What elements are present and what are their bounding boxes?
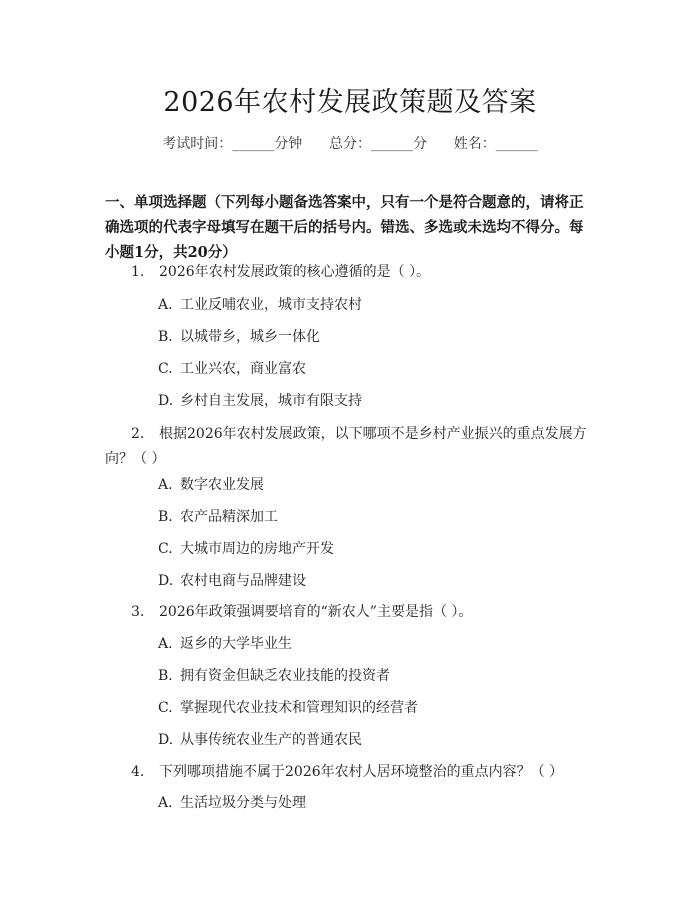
question-4 <box>105 760 595 785</box>
option-text: 拥有资金但缺乏农业技能的投资者 <box>180 668 390 684</box>
option-text: 掌握现代农业技术和管理知识的经营者 <box>180 700 418 716</box>
question-text: 2026年农村发展政策的核心遵循的是（ ）。 <box>159 264 431 280</box>
option-letter: C. <box>158 361 173 377</box>
question-text: 下列哪项措施不属于2026年农村人居环境整治的重点内容？（ ） <box>159 764 564 780</box>
document-title: 2026年农村发展政策题及答案 <box>163 87 537 118</box>
option-text: 数字农业发展 <box>180 477 264 493</box>
exam-info-line: 考试时间：______分钟 总分：______分 姓名：______ <box>162 136 538 152</box>
option-2a <box>158 475 264 495</box>
option-letter: D. <box>158 573 174 589</box>
option-3b <box>158 666 390 686</box>
option-text: 乡村自主发展，城市有限支持 <box>180 393 362 409</box>
option-letter: B. <box>158 329 173 345</box>
option-text: 大城市周边的房地产开发 <box>180 541 334 557</box>
option-letter: C. <box>158 700 173 716</box>
option-2d <box>158 571 306 591</box>
option-letter: B. <box>158 509 173 525</box>
option-letter: B. <box>158 668 173 684</box>
question-1 <box>105 260 595 285</box>
section-heading: 一、单项选择题（下列每小题备选答案中，只有一个是符合题意的，请将正确选项的代表字母填写在题干后的括号内。错选、多选或未选均不得分。每小题1分，共20分） <box>105 194 584 261</box>
option-3a <box>158 634 292 654</box>
option-text: 农产品精深加工 <box>180 509 278 525</box>
question-2 <box>105 422 595 472</box>
option-letter: D. <box>158 732 174 748</box>
option-letter: A. <box>158 477 173 493</box>
question-number: 4. <box>131 764 145 780</box>
option-text: 以城带乡，城乡一体化 <box>180 329 320 345</box>
option-1d <box>158 391 362 411</box>
option-2c <box>158 539 334 559</box>
option-text: 返乡的大学毕业生 <box>180 636 292 652</box>
option-text: 农村电商与品牌建设 <box>180 573 306 589</box>
option-2b <box>158 507 278 527</box>
option-letter: D. <box>158 393 174 409</box>
option-text: 工业兴农，商业富农 <box>180 361 306 377</box>
option-letter: C. <box>158 541 173 557</box>
option-3c <box>158 698 418 718</box>
option-4a <box>158 793 306 813</box>
question-number: 3. <box>131 604 145 620</box>
option-letter: A. <box>158 297 173 313</box>
option-letter: A. <box>158 636 173 652</box>
option-text: 从事传统农业生产的普通农民 <box>180 732 362 748</box>
option-3d <box>158 730 362 750</box>
question-number: 1. <box>131 264 145 280</box>
option-1a <box>158 295 362 315</box>
question-number: 2. <box>131 426 145 442</box>
question-3 <box>105 600 595 625</box>
option-1c <box>158 359 306 379</box>
option-text: 工业反哺农业，城市支持农村 <box>180 297 362 313</box>
option-1b <box>158 327 320 347</box>
option-letter: A. <box>158 795 173 811</box>
question-text: 2026年政策强调要培育的“新农人”主要是指（ ）。 <box>159 604 473 620</box>
question-text: 根据2026年农村发展政策，以下哪项不是乡村产业振兴的重点发展方向？（ ） <box>105 426 587 467</box>
option-text: 生活垃圾分类与处理 <box>180 795 306 811</box>
